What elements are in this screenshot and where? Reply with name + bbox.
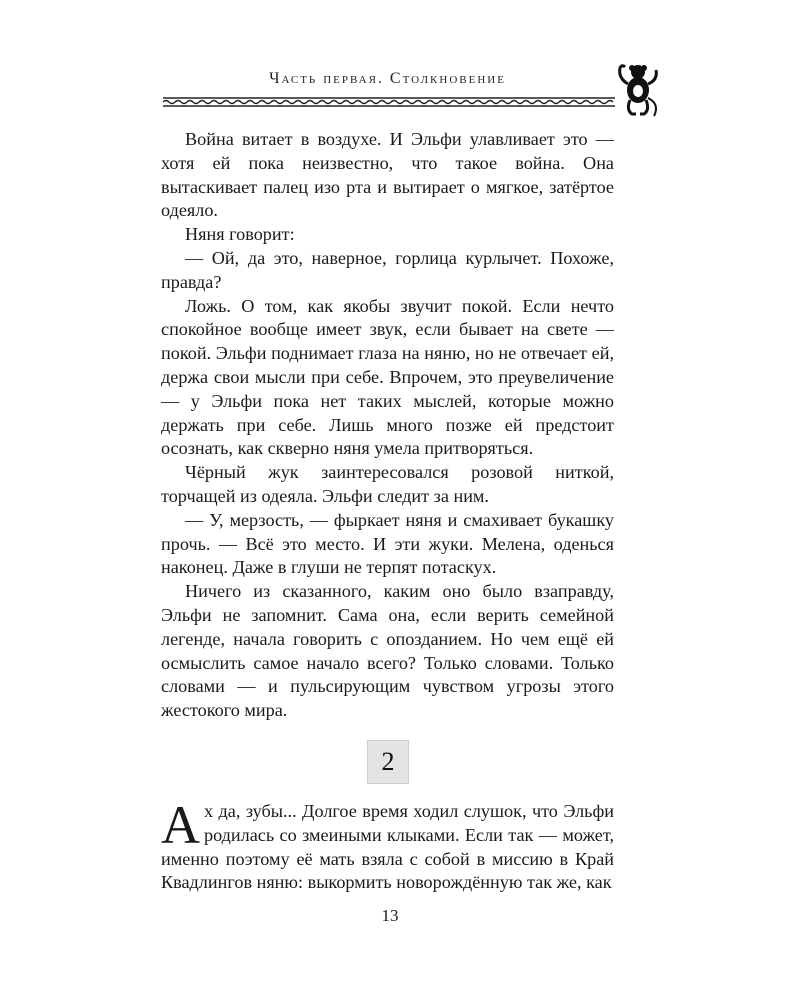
page-number: 13 bbox=[381, 906, 399, 925]
drop-cap: А bbox=[161, 795, 200, 855]
chapter-opening bbox=[161, 795, 614, 895]
paragraph: Няня говорит: bbox=[185, 224, 295, 245]
running-head: Часть первая. Столкновение bbox=[269, 70, 506, 87]
paragraph: Ложь. О том, как якобы звучит покой. Если нечто спокойное вообще имеет звук, если бывает на свете — покой. Эльфи поднимает глаза на няню, но не отвечает ей, держа свои мысли при себе. Впрочем, это преувеличение — у Эльфи пока нет таких мыслей, которые можно держать при себе. Лишь много позже ей предстоит осознать, как скверно няня умела притворяться. bbox=[161, 295, 614, 459]
paragraph: Война витает в воздухе. И Эльфи улавливает это — хотя ей пока неизвестно, что такое война. Она вытаскивает палец изо рта и вытирает о мягкое, затёртое одеяло. bbox=[161, 129, 614, 221]
page-body bbox=[161, 128, 614, 723]
paragraph: Ничего из сказанного, каким оно было взаправду, Эльфи не запомнит. Сама она, если верить семейной легенде, начала говорить с опозданием. Но чем ещё ей осмыслить самое начало всего? Только словами. Только словами — и пульсирующим чувством угрозы этого жестокого мира. bbox=[161, 581, 614, 721]
paragraph: — Ой, да это, наверное, горлица курлычет. Похоже, правда? bbox=[161, 247, 614, 292]
chapter-paragraph bbox=[161, 795, 614, 895]
chapter-number: 2 bbox=[367, 740, 409, 784]
chapter-paragraph-text: х да, зубы... Долгое время ходил слушок, что Эльфи родилась со змеиными клыками. Если так — может, именно поэтому её мать взяла с собой в миссию в Край Квадлингов няню: выкормить новорождённую так же, как bbox=[161, 801, 614, 893]
paragraph: — У, мерзость, — фыркает няня и смахивает букашку прочь. — Всё это место. И эти жуки. Мелена, оденься наконец. Даже в глуши не терпят потаскух. bbox=[161, 509, 614, 578]
header-ornament-rule bbox=[163, 96, 615, 108]
paragraph: Чёрный жук заинтересовался розовой ниткой, торчащей из одеяла. Эльфи следит за ним. bbox=[161, 462, 614, 506]
monkey-emblem-icon bbox=[612, 60, 662, 120]
